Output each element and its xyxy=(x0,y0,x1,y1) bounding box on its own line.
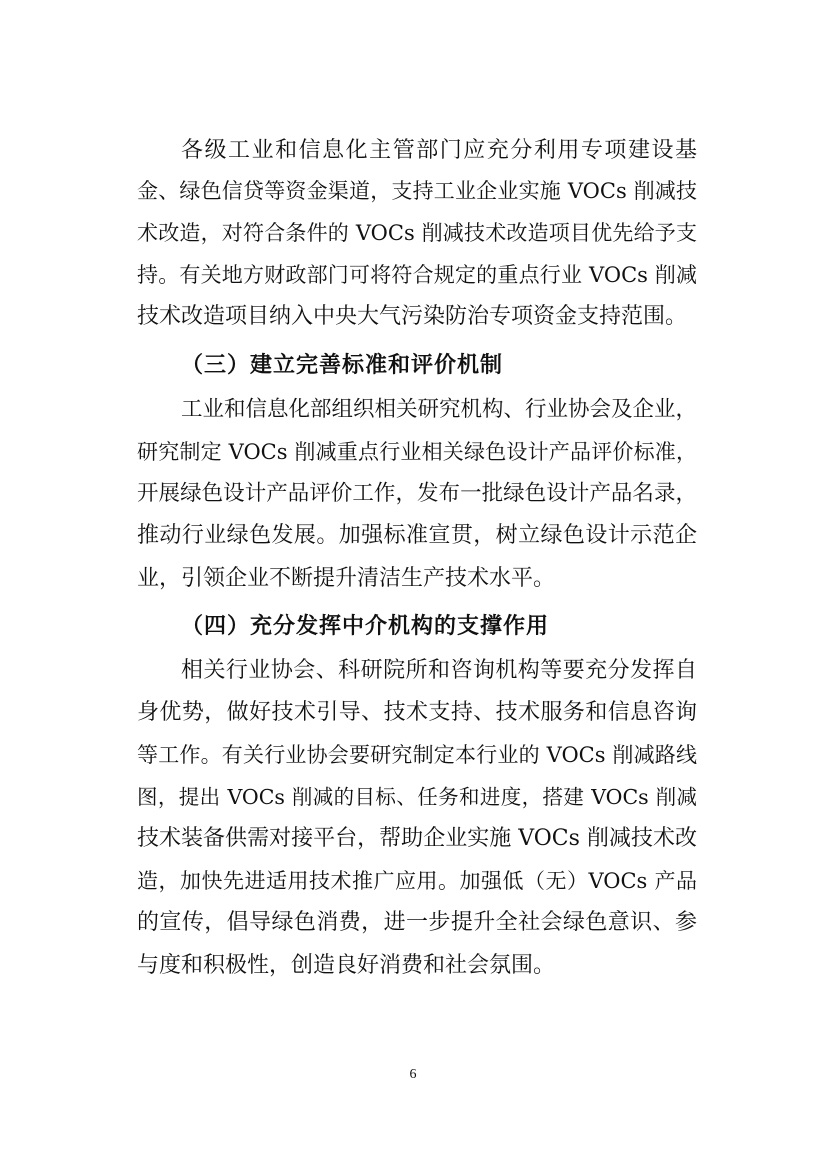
paragraph-3-line-5: 技术装备供需对接平台，帮助企业实施 VOCs 削减技术改 xyxy=(137,826,697,851)
paragraph-1-line-5: 技术改造项目纳入中央大气污染防治专项资金支持范围。 xyxy=(137,304,688,329)
paragraph-1-line-2: 金、绿色信贷等资金渠道，支持工业企业实施 VOCs 削减技 xyxy=(137,179,697,203)
paragraph-1-line-1: 各级工业和信息化主管部门应充分利用专项建设基 xyxy=(181,138,697,163)
paragraph-3-line-6: 造，加快先进适用技术推广应用。加强低（无）VOCs 产品 xyxy=(137,869,697,893)
paragraph-2-line-3: 开展绿色设计产品评价工作，发布一批绿色设计产品名录， xyxy=(137,481,697,506)
section-heading-4: （四）充分发挥中介机构的支撑作用 xyxy=(181,614,550,639)
paragraph-3-line-7: 的宣传，倡导绿色消费，进一步提升全社会绿色意识、参 xyxy=(137,910,697,935)
page-number: 6 xyxy=(409,1067,417,1082)
paragraph-2-line-1: 工业和信息化部组织相关研究机构、行业协会及企业， xyxy=(181,397,698,422)
section-heading-3: （三）建立完善标准和评价机制 xyxy=(181,353,504,378)
paragraph-3-line-1: 相关行业协会、科研院所和咨询机构等要充分发挥自 xyxy=(181,658,697,683)
paragraph-2-line-2: 研究制定 VOCs 削减重点行业相关绿色设计产品评价标准， xyxy=(137,440,697,464)
paragraph-3-line-8: 与度和积极性，创造良好消费和社会氛围。 xyxy=(137,953,556,978)
paragraph-3-line-4: 图，提出 VOCs 削减的目标、任务和进度，搭建 VOCs 削减 xyxy=(137,785,697,809)
paragraph-3-line-3: 等工作。有关行业协会要研究制定本行业的 VOCs 削减路线 xyxy=(137,743,697,767)
paragraph-1-line-3: 术改造，对符合条件的 VOCs 削减技术改造项目优先给予支 xyxy=(137,221,697,245)
paragraph-2-line-4: 推动行业绿色发展。加强标准宣贯，树立绿色设计示范企 xyxy=(137,523,697,548)
paragraph-2-line-5: 业，引领企业不断提升清洁生产技术水平。 xyxy=(137,566,556,591)
paragraph-3-line-2: 身优势，做好技术引导、技术支持、技术服务和信息咨询 xyxy=(137,700,697,725)
paragraph-1-line-4: 持。有关地方财政部门可将符合规定的重点行业 VOCs 削减 xyxy=(137,263,697,287)
